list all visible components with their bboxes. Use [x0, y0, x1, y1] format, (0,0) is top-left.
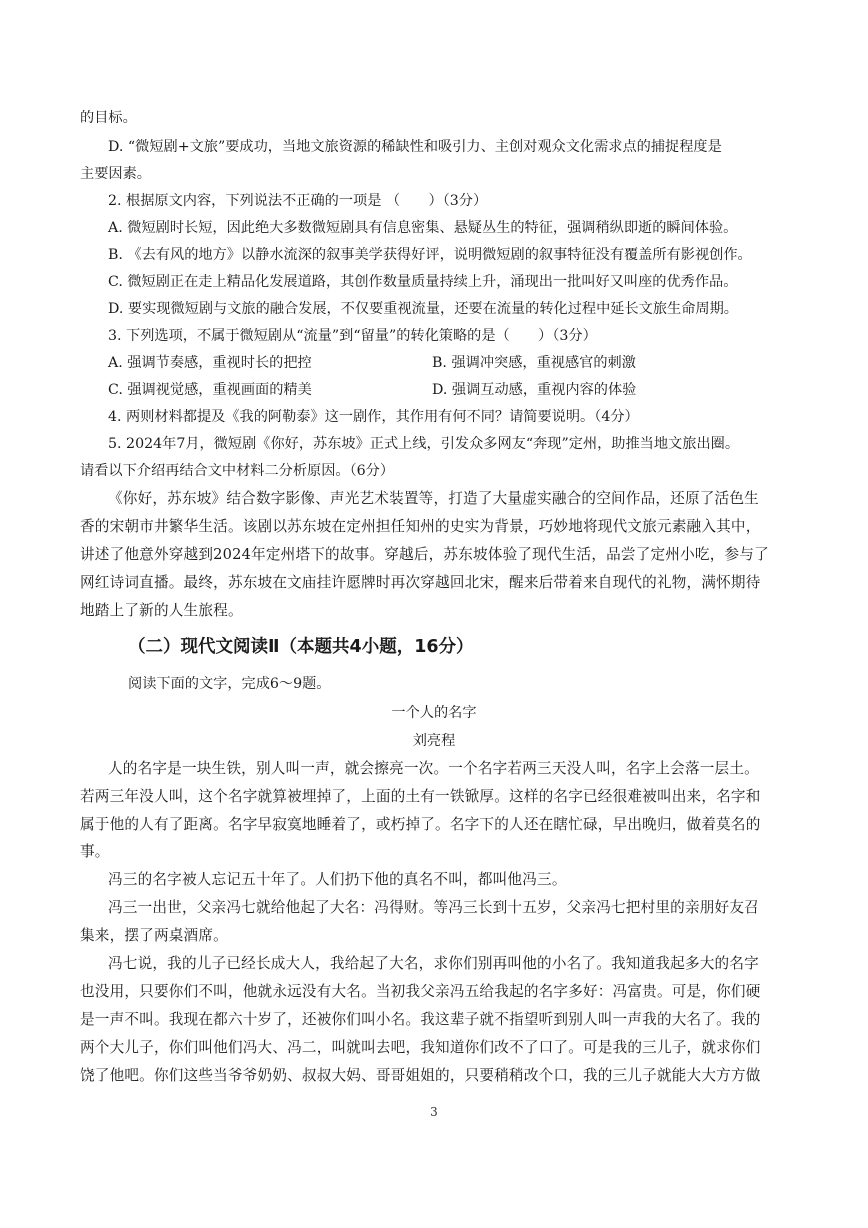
text-line: 主要因素。 — [80, 166, 151, 182]
q2-option-c: C. 微短剧正在走上精品化发展道路，其创作数量质量持续上升，涌现出一批叫好又叫座的优秀作品。 — [108, 274, 738, 290]
material-line: 网红诗词直播。最终，苏东坡在文庙挂许愿牌时再次穿越回北宋，醒来后带着来自现代的礼物，满怀期待 — [80, 574, 761, 591]
text-line: 请看以下介绍再结合文中材料二分析原因。（6分） — [80, 463, 395, 479]
question-4: 4. 两则材料都提及《我的阿勒泰》这一剧作，其作用有何不同？请简要说明。（4分） — [108, 409, 639, 425]
question-3: 3. 下列选项，不属于微短剧从“流量”到“留量”的转化策略的是（ ）（3分） — [108, 328, 597, 344]
instruction: 阅读下面的文字，完成6～9题。 — [128, 676, 331, 692]
story-title: 一个人的名字 — [391, 705, 477, 721]
material-line: 地踏上了新的人生旅程。 — [80, 602, 243, 619]
section-heading: （二）现代文阅读Ⅱ（本题共4小题，16分） — [128, 637, 474, 657]
material-line: 《你好，苏东坡》结合数字影像、声光艺术装置等，打造了大量虚实融合的空间作品，还原了活色生 — [108, 490, 759, 507]
story-line: 饶了他吧。你们这些当爷爷奶奶、叔叔大妈、哥哥姐姐的，只要稍稍改个口，我的三儿子就能大大方方做 — [80, 1067, 761, 1084]
story-line: 冯三一出世，父亲冯七就给他起了大名：冯得财。等冯三长到十五岁，父亲冯七把村里的亲朋好友召 — [108, 899, 759, 916]
story-line: 是一声不叫。我现在都六十岁了，还被你们叫小名。我这辈子就不指望听到别人叫一声我的大名了。我的 — [80, 1011, 761, 1028]
text-line: 的目标。 — [80, 110, 137, 126]
material-line: 讲述了他意外穿越到2024年定州塔下的故事。穿越后，苏东坡体验了现代生活，品尝了定州小吃，参与了 — [80, 546, 769, 563]
question-2: 2. 根据原文内容，下列说法不正确的一项是 （ ）（3分） — [108, 193, 488, 209]
page-number: 3 — [430, 1105, 438, 1119]
story-line: 人的名字是一块生铁，别人叫一声，就会擦亮一次。一个名字若两三天没人叫，名字上会落一层土。 — [108, 760, 759, 777]
question-5: 5. 2024年7月，微短剧《你好，苏东坡》正式上线，引发众多网友“奔现”定州，助推当地文旅出圈。 — [108, 436, 740, 452]
option-d-line: D. “微短剧+文旅”要成功，当地文旅资源的稀缺性和吸引力、主创对观众文化需求点的捕捉程度是 — [108, 139, 722, 155]
q2-option-d: D. 要实现微短剧与文旅的融合发展，不仅要重视流量，还要在流量的转化过程中延长文旅生命周期。 — [108, 301, 738, 317]
story-line: 两个大儿子，你们叫他们冯大、冯二，叫就叫去吧，我知道你们改不了口了。可是我的三儿子，就求你们 — [80, 1039, 761, 1056]
story-author: 刘亮程 — [412, 733, 456, 749]
story-line: 冯七说，我的儿子已经长成大人，我给起了大名，求你们别再叫他的小名了。我知道我起多大的名字 — [108, 955, 759, 972]
q2-option-a: A. 微短剧时长短，因此绝大多数微短剧具有信息密集、悬疑丛生的特征，强调稍纵即逝的瞬间体验。 — [108, 220, 738, 236]
story-line: 若两三年没人叫，这个名字就算被埋掉了，上面的土有一铁锨厚。这样的名字已经很难被叫出来，名字和 — [80, 788, 761, 805]
q3-option-c: C. 强调视觉感，重视画面的精美 — [108, 382, 312, 398]
story-line: 集来，摆了两桌酒席。 — [80, 927, 228, 944]
q3-option-b: B. 强调冲突感，重视感官的刺激 — [432, 355, 636, 371]
q2-option-b: B. 《去有风的地方》以静水流深的叙事美学获得好评，说明微短剧的叙事特征没有覆盖所有影视创作。 — [108, 247, 752, 263]
story-line: 事。 — [80, 843, 110, 860]
story-line: 冯三的名字被人忘记五十年了。人们扔下他的真名不叫，都叫他冯三。 — [108, 871, 567, 888]
q3-option-a: A. 强调节奏感，重视时长的把控 — [108, 355, 312, 371]
story-line: 属于他的人有了距离。名字早寂寞地睡着了，或朽掉了。名字下的人还在瞎忙碌，早出晚归，做着莫名的 — [80, 816, 761, 833]
q3-option-d: D. 强调互动感，重视内容的体验 — [432, 382, 637, 398]
material-line: 香的宋朝市井繁华生活。该剧以苏东坡在定州担任知州的史实为背景，巧妙地将现代文旅元素融入其中， — [80, 518, 761, 535]
story-line: 也没用，只要你们不叫，他就永远没有大名。当初我父亲冯五给我起的名字多好：冯富贵。可是，你们硬 — [80, 983, 761, 1000]
